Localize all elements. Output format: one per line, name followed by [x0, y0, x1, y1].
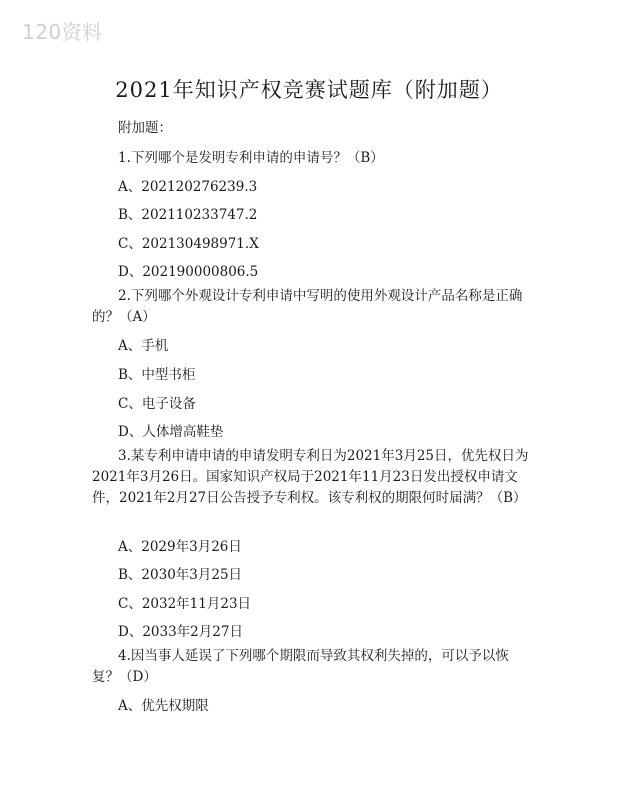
question-2-option-d: D、人体增高鞋垫 — [118, 424, 224, 440]
question-1-option-d: D、202190000806.5 — [118, 264, 259, 280]
question-2-option-b: B、中型书柜 — [118, 367, 196, 383]
question-3-option-a: A、2029年3月26日 — [118, 539, 242, 555]
question-3-option-d: D、2033年2月27日 — [118, 624, 243, 640]
question-1-option-c: C、202130498971.X — [118, 236, 259, 252]
question-4-text: 4.因当事人延误了下列哪个期限而导致其权利失掉的，可以予以恢复？（D） — [92, 648, 509, 685]
page-title: 2021年知识产权竞赛试题库（附加题） — [115, 78, 503, 102]
question-1-text: 1.下列哪个是发明专利申请的申请号？（B） — [118, 150, 384, 166]
question-3-text: 3.某专利申请申请的申请发明专利日为2021年3月25日，优先权日为2021年3月26日。国家知识产权局于2021年11月23日发出授权申请文件，2021年2月27日公告授予专利权。该专利权的期限何时届满？（B） — [92, 448, 529, 506]
question-4-option-a: A、优先权期限 — [118, 698, 209, 714]
question-2-text: 2.下列哪个外观设计专利申请中写明的使用外观设计产品名称是正确的？（A） — [92, 288, 523, 325]
watermark-logo: 120资料 — [22, 20, 103, 44]
question-3-option-b: B、2030年3月25日 — [118, 567, 243, 583]
question-2-option-a: A、手机 — [118, 338, 169, 354]
section-heading: 附加题： — [118, 120, 172, 136]
question-2-option-c: C、电子设备 — [118, 396, 196, 412]
question-1-option-b: B、202110233747.2 — [118, 207, 258, 223]
question-3-option-c: C、2032年11月23日 — [118, 596, 252, 612]
question-1-option-a: A、202120276239.3 — [118, 179, 258, 195]
